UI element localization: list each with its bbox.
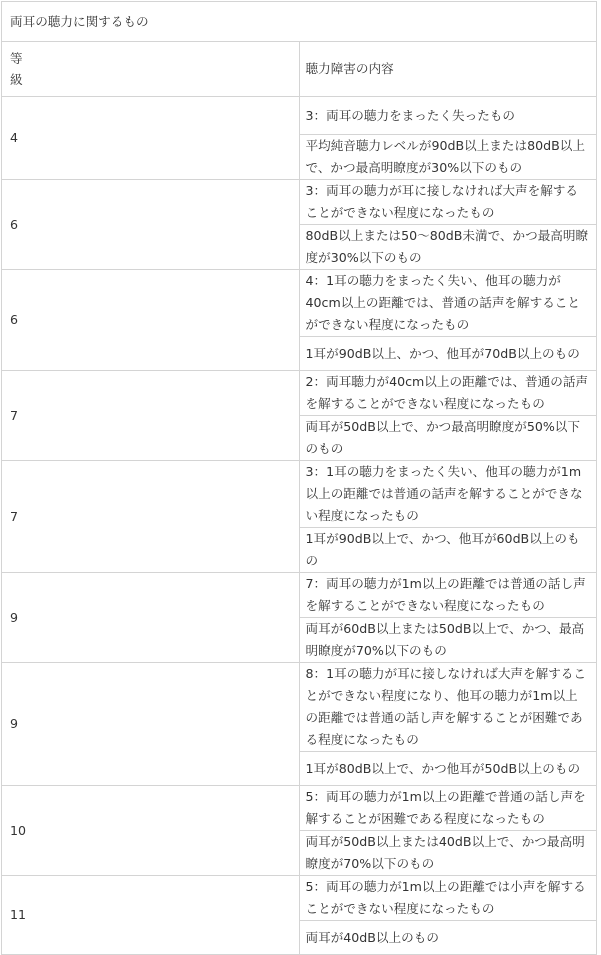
- criteria-cell: 両耳が60dB以上または50dB以上で、かつ、最高明瞭度が70%以下のもの: [299, 618, 597, 663]
- table-row: [2, 876, 597, 921]
- table-header-row: [2, 42, 597, 97]
- table-row: [2, 270, 597, 337]
- grade-cell: 9: [2, 663, 300, 786]
- description-cell: 7：両耳の聴力が1m以上の距離では普通の話し声を解することができない程度になったもの: [299, 573, 597, 618]
- description-cell: 5：両耳の聴力が1m以上の距離で普通の話し声を解することが困難である程度になったもの: [299, 786, 597, 831]
- description-cell: 2：両耳聴力が40cm以上の距離では、普通の話声を解することができない程度になったもの: [299, 371, 597, 416]
- grade-header-char-2: 級: [10, 72, 23, 87]
- content-header: 聴力障害の内容: [299, 42, 597, 97]
- table-title: 両耳の聴力に関するもの: [2, 2, 597, 42]
- grade-header: [2, 42, 300, 97]
- description-cell: 3：1耳の聴力をまったく失い、他耳の聴力が1m以上の距離では普通の話声を解することができない程度になったもの: [299, 461, 597, 528]
- criteria-cell: 1耳が90dB以上で、かつ、他耳が60dB以上のもの: [299, 528, 597, 573]
- description-cell: 3：両耳の聴力が耳に接しなければ大声を解することができない程度になったもの: [299, 180, 597, 225]
- grade-cell: 6: [2, 270, 300, 371]
- description-cell: 4：1耳の聴力をまったく失い、他耳の聴力が40cm以上の距離では、普通の話声を解することができない程度になったもの: [299, 270, 597, 337]
- table-row: [2, 663, 597, 752]
- criteria-cell: 1耳が80dB以上で、かつ他耳が50dB以上のもの: [299, 752, 597, 786]
- table-row: [2, 786, 597, 831]
- description-cell: 8：1耳の聴力が耳に接しなければ大声を解することができない程度になり、他耳の聴力が1m以上の距離では普通の話し声を解することが困難である程度になったもの: [299, 663, 597, 752]
- grade-header-char-1: 等: [10, 51, 23, 66]
- description-cell: 5：両耳の聴力が1m以上の距離では小声を解することができない程度になったもの: [299, 876, 597, 921]
- table-row: [2, 573, 597, 618]
- grade-cell: 7: [2, 461, 300, 573]
- criteria-cell: 両耳が40dB以上のもの: [299, 921, 597, 955]
- grade-cell: 10: [2, 786, 300, 876]
- hearing-disability-table: [1, 1, 597, 955]
- criteria-cell: 1耳が90dB以上、かつ、他耳が70dB以上のもの: [299, 337, 597, 371]
- grade-cell: 4: [2, 97, 300, 180]
- criteria-cell: 平均純音聴力レベルが90dB以上または80dB以上で、かつ最高明瞭度が30%以下のもの: [299, 135, 597, 180]
- table-row: [2, 180, 597, 225]
- table-row: [2, 461, 597, 528]
- criteria-cell: 80dB以上または50～80dB未満で、かつ最高明瞭度が30%以下のもの: [299, 225, 597, 270]
- criteria-cell: 両耳が50dB以上で、かつ最高明瞭度が50%以下のもの: [299, 416, 597, 461]
- grade-cell: 7: [2, 371, 300, 461]
- table-row: [2, 97, 597, 135]
- grade-cell: 6: [2, 180, 300, 270]
- table-title-row: [2, 2, 597, 42]
- description-cell: 3：両耳の聴力をまったく失ったもの: [299, 97, 597, 135]
- grade-cell: 9: [2, 573, 300, 663]
- table-row: [2, 371, 597, 416]
- grade-cell: 11: [2, 876, 300, 955]
- criteria-cell: 両耳が50dB以上または40dB以上で、かつ最高明瞭度が70%以下のもの: [299, 831, 597, 876]
